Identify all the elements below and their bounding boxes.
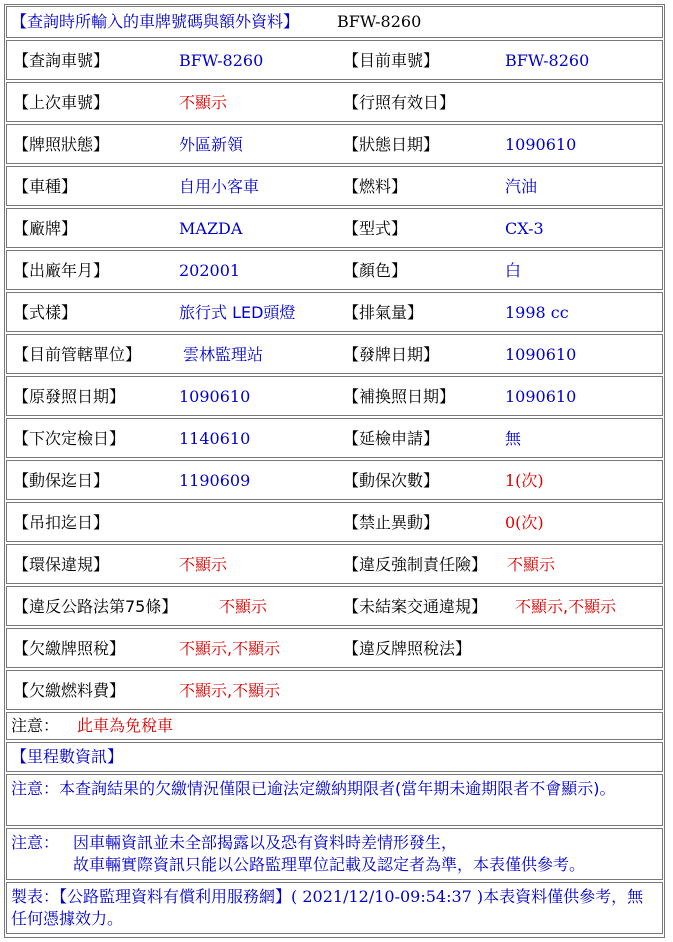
- note1-text: [11, 778, 658, 800]
- row-value-right: 1090610: [505, 135, 577, 154]
- footer-tail: 本表資料僅供參考，無任何憑據效力。: [11, 887, 644, 928]
- notice-box: [6, 712, 663, 740]
- row-value-right: 1998 cc: [505, 303, 569, 322]
- row-label-left: 【欠繳燃料費】: [13, 681, 126, 700]
- row-label-left: 【車種】: [13, 177, 78, 196]
- row-label-left: 【下次定檢日】: [13, 429, 126, 448]
- info-row: [6, 544, 663, 584]
- mileage-label: 【里程數資訊】: [11, 747, 124, 766]
- info-row: [6, 40, 663, 80]
- row-label-right: 【燃料】: [343, 177, 408, 196]
- note2-box: [6, 828, 663, 880]
- info-row: [6, 292, 663, 332]
- info-row: [6, 166, 663, 206]
- row-label-left: 【查詢車號】: [13, 51, 110, 70]
- info-row: [6, 124, 663, 164]
- info-row: [6, 502, 663, 542]
- row-label-right: 【排氣量】: [343, 303, 424, 322]
- info-row: [6, 586, 663, 626]
- row-value-left: 1090610: [179, 387, 251, 406]
- row-label-left: 【上次車號】: [13, 93, 110, 112]
- row-label-right: 【行照有效日】: [343, 93, 456, 112]
- row-value-left: MAZDA: [179, 219, 243, 238]
- row-value-left: 不顯示: [179, 93, 228, 112]
- row-label-left: 【違反公路法第75條】: [13, 597, 178, 616]
- row-value-left: 1190609: [179, 471, 251, 490]
- title-plate: BFW-8260: [337, 12, 422, 31]
- row-value-left: 1140610: [179, 429, 251, 448]
- row-label-right: 【動保次數】: [343, 471, 440, 490]
- info-row: [6, 376, 663, 416]
- row-label-left: 【環保違規】: [13, 555, 110, 574]
- row-value-right: 0(次): [505, 513, 544, 532]
- row-value-right: BFW-8260: [505, 51, 590, 70]
- footer-text: [11, 886, 658, 930]
- title-label: 【查詢時所輸入的車牌號碼與額外資料】: [11, 12, 300, 31]
- info-row: [6, 250, 663, 290]
- row-label-right: 【未結案交通違規】: [343, 597, 488, 616]
- row-value-right: 1(次): [505, 471, 544, 490]
- row-value-left: 不顯示: [219, 597, 268, 616]
- info-row: [6, 628, 663, 668]
- row-value-left: 不顯示,不顯示: [179, 681, 281, 700]
- info-row: [6, 334, 663, 374]
- row-label-right: 【目前車號】: [343, 51, 440, 70]
- row-label-left: 【吊扣迄日】: [13, 513, 110, 532]
- mileage-box: [6, 742, 663, 772]
- row-value-right: 白: [505, 261, 522, 280]
- row-label-right: 【延檢申請】: [343, 429, 440, 448]
- row-label-left: 【動保迄日】: [13, 471, 110, 490]
- row-value-left: 不顯示,不顯示: [179, 639, 281, 658]
- note1-box: [6, 774, 663, 826]
- row-value-right: 無: [505, 429, 522, 448]
- row-label-left: 【欠繳牌照稅】: [13, 639, 126, 658]
- row-value-left: 202001: [179, 261, 241, 280]
- row-label-right: 【狀態日期】: [343, 135, 440, 154]
- row-label-right: 【顏色】: [343, 261, 408, 280]
- row-value-left: 旅行式 LED頭燈: [179, 303, 296, 322]
- row-label-right: 【補換照日期】: [343, 387, 456, 406]
- footer-box: [6, 882, 663, 934]
- row-label-right: 【發牌日期】: [343, 345, 440, 364]
- row-label-left: 【目前管轄單位】: [13, 345, 142, 364]
- row-label-left: 【原發照日期】: [13, 387, 126, 406]
- note2-label: 注意：: [11, 833, 60, 852]
- row-label-right: 【型式】: [343, 219, 408, 238]
- note2-line1: 因車輛資訊並未全部揭露以及恐有資料時差情形發生，: [73, 833, 458, 852]
- title-box: [6, 6, 663, 38]
- row-label-left: 【牌照狀態】: [13, 135, 110, 154]
- row-value-left: 自用小客車: [179, 177, 260, 196]
- note2-line2: 故車輛實際資訊只能以公路監理單位記載及認定者為準，本表僅供參考。: [73, 855, 586, 874]
- row-label-right: 【違反牌照稅法】: [343, 639, 472, 658]
- row-value-right: 1090610: [505, 387, 577, 406]
- notice-value: 此車為免稅車: [77, 716, 174, 735]
- footer-source: 【公路監理資料有償利用服務網】: [59, 887, 292, 906]
- row-label-left: 【出廠年月】: [13, 261, 110, 280]
- info-row: [6, 82, 663, 122]
- row-value-left: 不顯示: [179, 555, 228, 574]
- row-value-left: 外區新領: [179, 135, 244, 154]
- info-row: [6, 208, 663, 248]
- info-row: [6, 670, 663, 710]
- row-label-right: 【違反強制責任險】: [343, 555, 488, 574]
- row-label-left: 【廠牌】: [13, 219, 78, 238]
- row-value-left: BFW-8260: [179, 51, 264, 70]
- row-label-right: 【禁止異動】: [343, 513, 440, 532]
- row-label-left: 【式樣】: [13, 303, 78, 322]
- note1-label: 注意：: [11, 779, 60, 798]
- row-value-right: 1090610: [505, 345, 577, 364]
- info-row: [6, 460, 663, 500]
- footer-time: ( 2021/12/10-09:54:37 ): [291, 887, 484, 906]
- row-value-right: 汽油: [505, 177, 538, 196]
- footer-label: 製表：: [11, 887, 60, 906]
- row-value-right: 不顯示: [507, 555, 556, 574]
- row-value-left: 雲林監理站: [183, 345, 264, 364]
- notice-label: 注意：: [11, 716, 60, 735]
- info-row: [6, 418, 663, 458]
- note1-body: 本查詢結果的欠繳情況僅限已逾法定繳納期限者(當年期未逾期限者不會顯示)。: [59, 779, 616, 798]
- row-value-right: CX-3: [505, 219, 544, 238]
- row-value-right: 不顯示,不顯示: [515, 597, 617, 616]
